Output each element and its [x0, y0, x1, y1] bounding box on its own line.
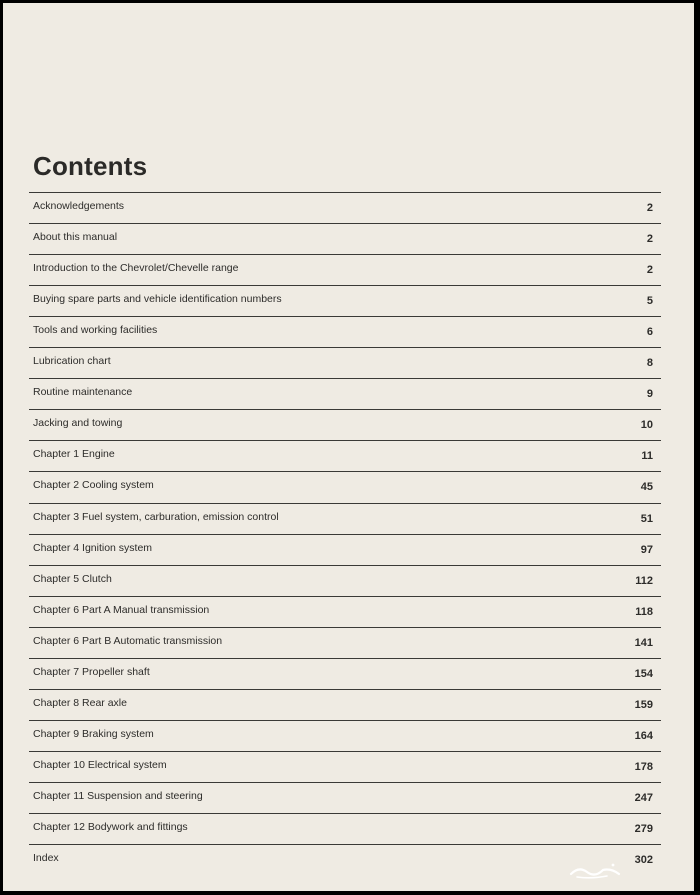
contents-entry [29, 813, 661, 843]
contents-entry [29, 565, 661, 595]
entry-label: Chapter 2 Cooling system [33, 479, 154, 492]
entry-label: Routine maintenance [33, 386, 133, 399]
entry-page-number: 10 [640, 419, 653, 432]
entry-page-number: 5 [646, 295, 653, 308]
entry-page-number: 141 [634, 636, 653, 649]
contents-entry [29, 596, 661, 626]
entry-page-number: 159 [634, 698, 653, 711]
contents-entry [29, 254, 661, 284]
entry-label: Index [33, 852, 59, 865]
entry-page-number: 97 [640, 543, 653, 556]
entry-label: Jacking and towing [33, 417, 123, 430]
entry-label: Chapter 7 Propeller shaft [33, 665, 150, 678]
entry-label: Acknowledgements [33, 200, 125, 212]
entry-page-number: 6 [646, 326, 653, 339]
entry-page-number: 8 [646, 357, 653, 370]
entry-page-number: 9 [646, 388, 653, 401]
entry-page-number: 118 [635, 605, 653, 618]
contents-entry [29, 316, 661, 346]
entry-page-number: 178 [634, 760, 653, 773]
entry-label: Chapter 10 Electrical system [33, 758, 167, 771]
entry-label: Lubrication chart [33, 355, 111, 368]
contents-entry [29, 440, 661, 470]
contents-entry [29, 720, 661, 750]
entry-label: Buying spare parts and vehicle identification numbers [33, 293, 282, 306]
entry-page-number: 247 [634, 791, 653, 804]
entry-page-number: 11 [641, 450, 653, 463]
entry-label: About this manual [33, 231, 118, 244]
entry-page-number: 51 [640, 512, 653, 525]
contents-entry [29, 658, 661, 688]
entry-label: Chapter 12 Bodywork and fittings [33, 821, 188, 833]
contents-entry [29, 503, 661, 533]
entry-label: Chapter 1 Engine [33, 448, 115, 461]
entry-label: Tools and working facilities [33, 324, 158, 337]
contents-entry [29, 409, 661, 439]
contents-entry [29, 347, 661, 377]
entry-page-number: 164 [634, 729, 653, 742]
entry-page-number: 45 [640, 481, 653, 494]
contents-entry [29, 627, 661, 657]
contents-entry [29, 285, 661, 315]
entry-label: Chapter 11 Suspension and steering [33, 789, 203, 802]
entry-label: Chapter 6 Part B Automatic transmission [33, 634, 223, 647]
entry-label: Chapter 3 Fuel system, carburation, emission control [33, 510, 279, 523]
contents-entry [29, 534, 661, 564]
entry-label: Introduction to the Chevrolet/Chevelle range [33, 262, 239, 275]
contents-entry [29, 782, 661, 812]
entry-page-number: 302 [634, 854, 653, 867]
contents-entry [29, 223, 661, 253]
entry-label: Chapter 5 Clutch [33, 572, 112, 585]
entry-label: Chapter 4 Ignition system [33, 541, 153, 554]
entry-label: Chapter 6 Part A Manual transmission [33, 603, 210, 616]
entry-page-number: 2 [646, 202, 653, 214]
document-page [3, 3, 694, 891]
page-title: Contents [33, 151, 148, 181]
contents-entry [29, 751, 661, 781]
entry-label: Chapter 8 Rear axle [33, 696, 127, 709]
entry-page-number: 2 [646, 264, 653, 277]
entry-page-number: 279 [634, 823, 653, 835]
contents-entry [29, 192, 661, 222]
watermark-logo [567, 858, 627, 882]
entry-label: Chapter 9 Braking system [33, 727, 154, 740]
contents-entry [29, 689, 661, 719]
entry-page-number: 2 [646, 233, 653, 246]
entry-page-number: 154 [634, 667, 653, 680]
contents-entry [29, 378, 661, 408]
entry-page-number: 112 [635, 574, 653, 587]
contents-entry [29, 471, 661, 501]
